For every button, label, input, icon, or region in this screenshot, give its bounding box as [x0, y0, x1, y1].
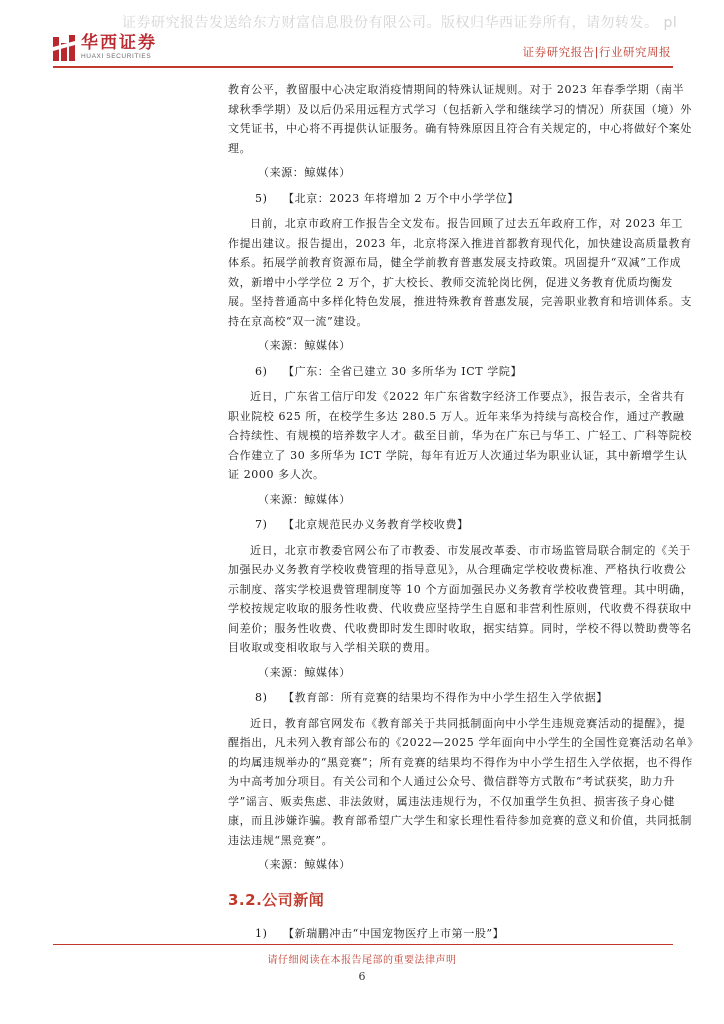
watermark: 证券研究报告发送给东方财富信息股份有限公司。版权归华西证券所有，请勿转发。 pl	[122, 15, 678, 31]
item-number: 6)	[255, 364, 268, 378]
item-heading: 【教育部：所有竞赛的结果均不得作为中小学生招生入学依据】	[283, 691, 608, 704]
page-number: 6	[358, 970, 366, 983]
item-heading: 【广东：全省已建立 30 多所华为 ICT 学院】	[283, 364, 523, 378]
huaxi-logo-icon	[53, 35, 75, 61]
news-item-body: 近日，教育部官网发布《教育部关于共同抵制面向中小学生违规竞赛活动的提醒》，提醒指出，凡未列入教育部公布的《2022—2025 学年面向中小学生的全国性竞赛活动名单》的均属违规举办的“黑竞赛”；所有竞赛的结果均不得作为中小学生招生入学依据，也不得作为中高考加分项目。有关公司和个人通过公众号、微信群等方式散布“考试获奖，助力升学”谣言、贩卖焦虑、非法敛财，属违法违规行为，不仅加重学生负担、损害孩子身心健康，而且涉嫌诈骗。教育部希望广大学生和家长理性看待参加竞赛的意义和价值，共同抵制违法违规“黑竞赛”。	[228, 716, 694, 847]
intro-paragraph: 教育公平，教留服中心决定取消疫情期间的特殊认证规则。对于 2023 年春季学期（南半球秋季学期）及以后仍采用远程方式学习（包括新入学和继续学习的情况）所获国（境）外文凭证书，中心将不再提供认证服务。确有特殊原因且符合有关规定的，中心将做好个案处理。	[228, 83, 692, 155]
source-note: （来源：鲸媒体）	[258, 665, 351, 679]
report-body	[228, 80, 694, 950]
item-number: 8)	[255, 691, 268, 704]
news-item-title	[228, 515, 694, 535]
item-heading: 【北京：2023 年将增加 2 万个中小学学位】	[283, 191, 519, 205]
news-item-body: 近日，广东省工信厅印发《2022 年广东省数字经济工作要点》，报告表示，全省共有职业院校 625 所，在校学生多达 280.5 万人。近年来华为持续与高校合作，通过产教融合持续性、有规模的培养数字人才。截至目前，华为在广东已与华工、广轻工、广科等院校合作建立了 30 多所华为 ICT 学院，每年有近万人次通过华为职业认证，其中新增学生认证 2000 多人次。	[228, 390, 692, 481]
legal-disclaimer-note: 请仔细阅读在本报告尾部的重要法律声明	[267, 955, 457, 966]
news-item-title	[228, 362, 694, 382]
source-note: （来源：鲸媒体）	[258, 166, 351, 179]
source-note: （来源：鲸媒体）	[258, 339, 351, 352]
item-number: 7)	[255, 518, 268, 531]
item-number: 1)	[255, 927, 268, 940]
news-item-title	[228, 924, 694, 944]
source-note: （来源：鲸媒体）	[258, 858, 351, 871]
news-item-body: 日前，北京市政府工作报告全文发布。报告回顾了过去五年政府工作，对 2023 年工作提出建议。报告提出，2023 年，北京将深入推进首都教育现代化，加快建设高质量教育体系。拓展学前教育资源布局，健全学前教育普惠发展支持政策。巩固提升“双减”工作成效，新增中小学学位 2 万个，扩大校长、教师交流轮岗比例，促进义务教育优质均衡发展。坚持普通高中多样化特色发展，推进特殊教育普惠发展，完善职业教育和培训体系。支持在京高校“双一流”建设。	[228, 217, 692, 328]
logo-text-cn: 华西证券	[81, 33, 157, 53]
report-type-tag: 证券研究报告|行业研究周报	[522, 45, 671, 59]
item-heading: 【北京规范民办义务教育学校收费】	[283, 518, 469, 531]
section-heading: 3.2.公司新闻	[228, 890, 325, 909]
news-item-title	[228, 189, 694, 209]
item-number: 5)	[255, 191, 268, 205]
company-logo	[53, 34, 157, 61]
news-item-title	[228, 688, 694, 708]
footer-divider	[53, 944, 673, 945]
news-item-body: 近日，北京市教委官网公布了市教委、市发展改革委、市市场监管局联合制定的《关于加强民办义务教育学校收费管理的指导意见》，从合理确定学校收费标准、严格执行收费公示制度、落实学校退费管理制度等 10 个方面加强民办义务教育学校收费管理。其中明确，学校按规定收取的服务性收费、代收费应坚持学生自愿和非营利性原则，代收费不得获取中间差价；服务性收费、代收费即时发生即时收取，据实结算。同时，学校不得以赞助费等名目收取或变相收取与入学相关联的费用。	[228, 543, 693, 654]
item-heading: 【新瑞鹏冲击“中国宠物医疗上市第一股”】	[283, 927, 505, 940]
source-note: （来源：鲸媒体）	[258, 492, 351, 506]
header-divider	[53, 66, 673, 68]
logo-text-en: HUAXI SECURITIES	[81, 53, 152, 60]
